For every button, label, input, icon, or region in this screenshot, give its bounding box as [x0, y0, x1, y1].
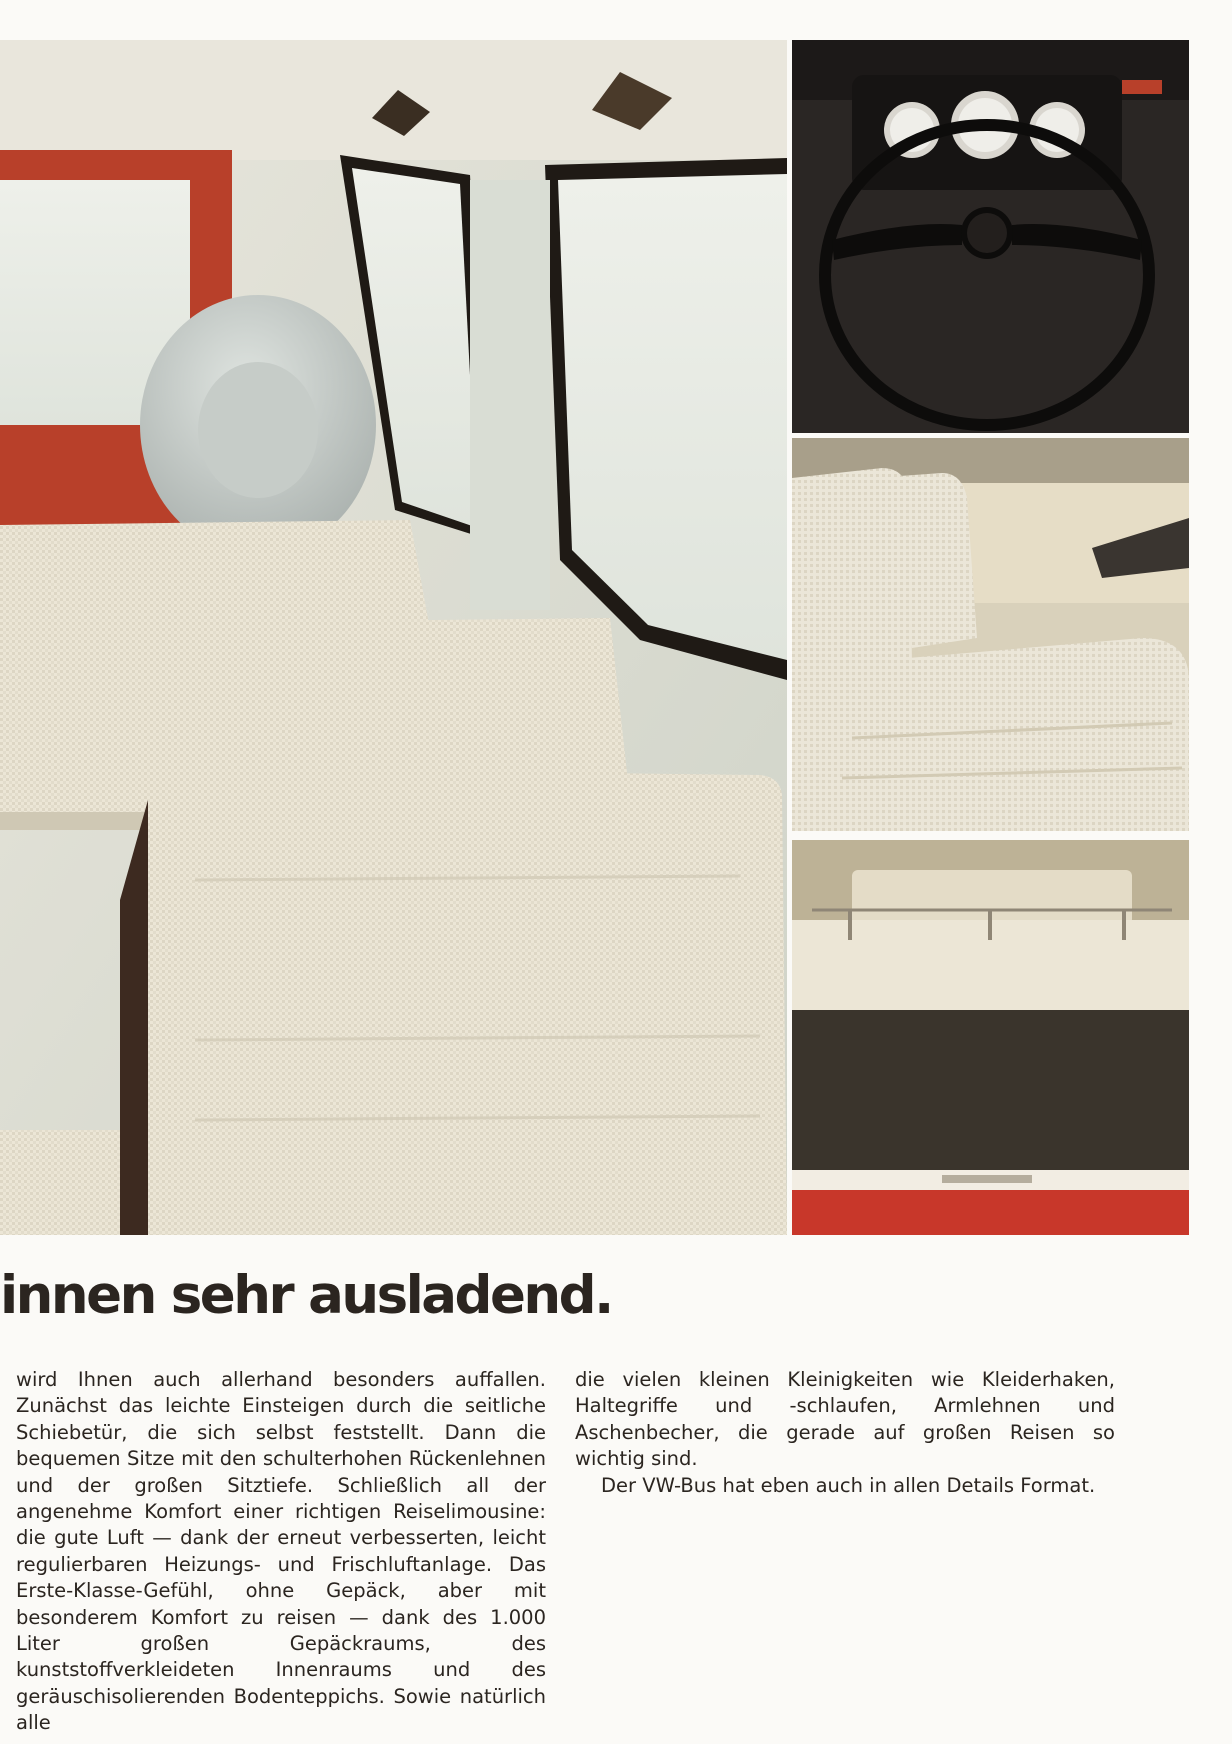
body-paragraph-closing: Der VW-Bus hat eben auch in allen Details Format.	[601, 1473, 1096, 1497]
front-seats-photo	[792, 438, 1189, 831]
body-column-right	[575, 1367, 1115, 1499]
body-paragraph: die vielen kleinen Kleinigkeiten wie Kleiderhaken, Haltegriffe und -schlaufen, Armlehnen und Aschenbecher, die gerade auf großen Reisen so wichtig sind.	[575, 1368, 1115, 1471]
interior-seats-photo	[0, 40, 787, 1235]
body-column-left	[16, 1367, 546, 1737]
headline: innen sehr ausladend.	[0, 1265, 612, 1326]
cargo-area-photo	[792, 840, 1189, 1235]
dashboard-steering-photo	[792, 40, 1189, 433]
body-paragraph: wird Ihnen auch allerhand besonders auffallen. Zunächst das leichte Einsteigen durch die seitliche Schiebetür, die sich selbst feststellt. Dann die bequemen Sitze mit den schulterhohen Rückenlehnen und der großen Sitztiefe. Schließlich all der angenehme Komfort einer richtigen Reiselimousine: die gute Luft — dank der erneut verbesserten, leicht regulierbaren Heizungs- und Frischluftanlage. Das Erste-Klasse-Gefühl, ohne Gepäck, aber mit besonderem Komfort zu reisen — dank des 1.000 Liter großen Gepäckraums, des kunststoffverkleideten Innenraums und des geräuschisolierenden Bodenteppichs. Sowie natürlich alle	[16, 1368, 546, 1735]
